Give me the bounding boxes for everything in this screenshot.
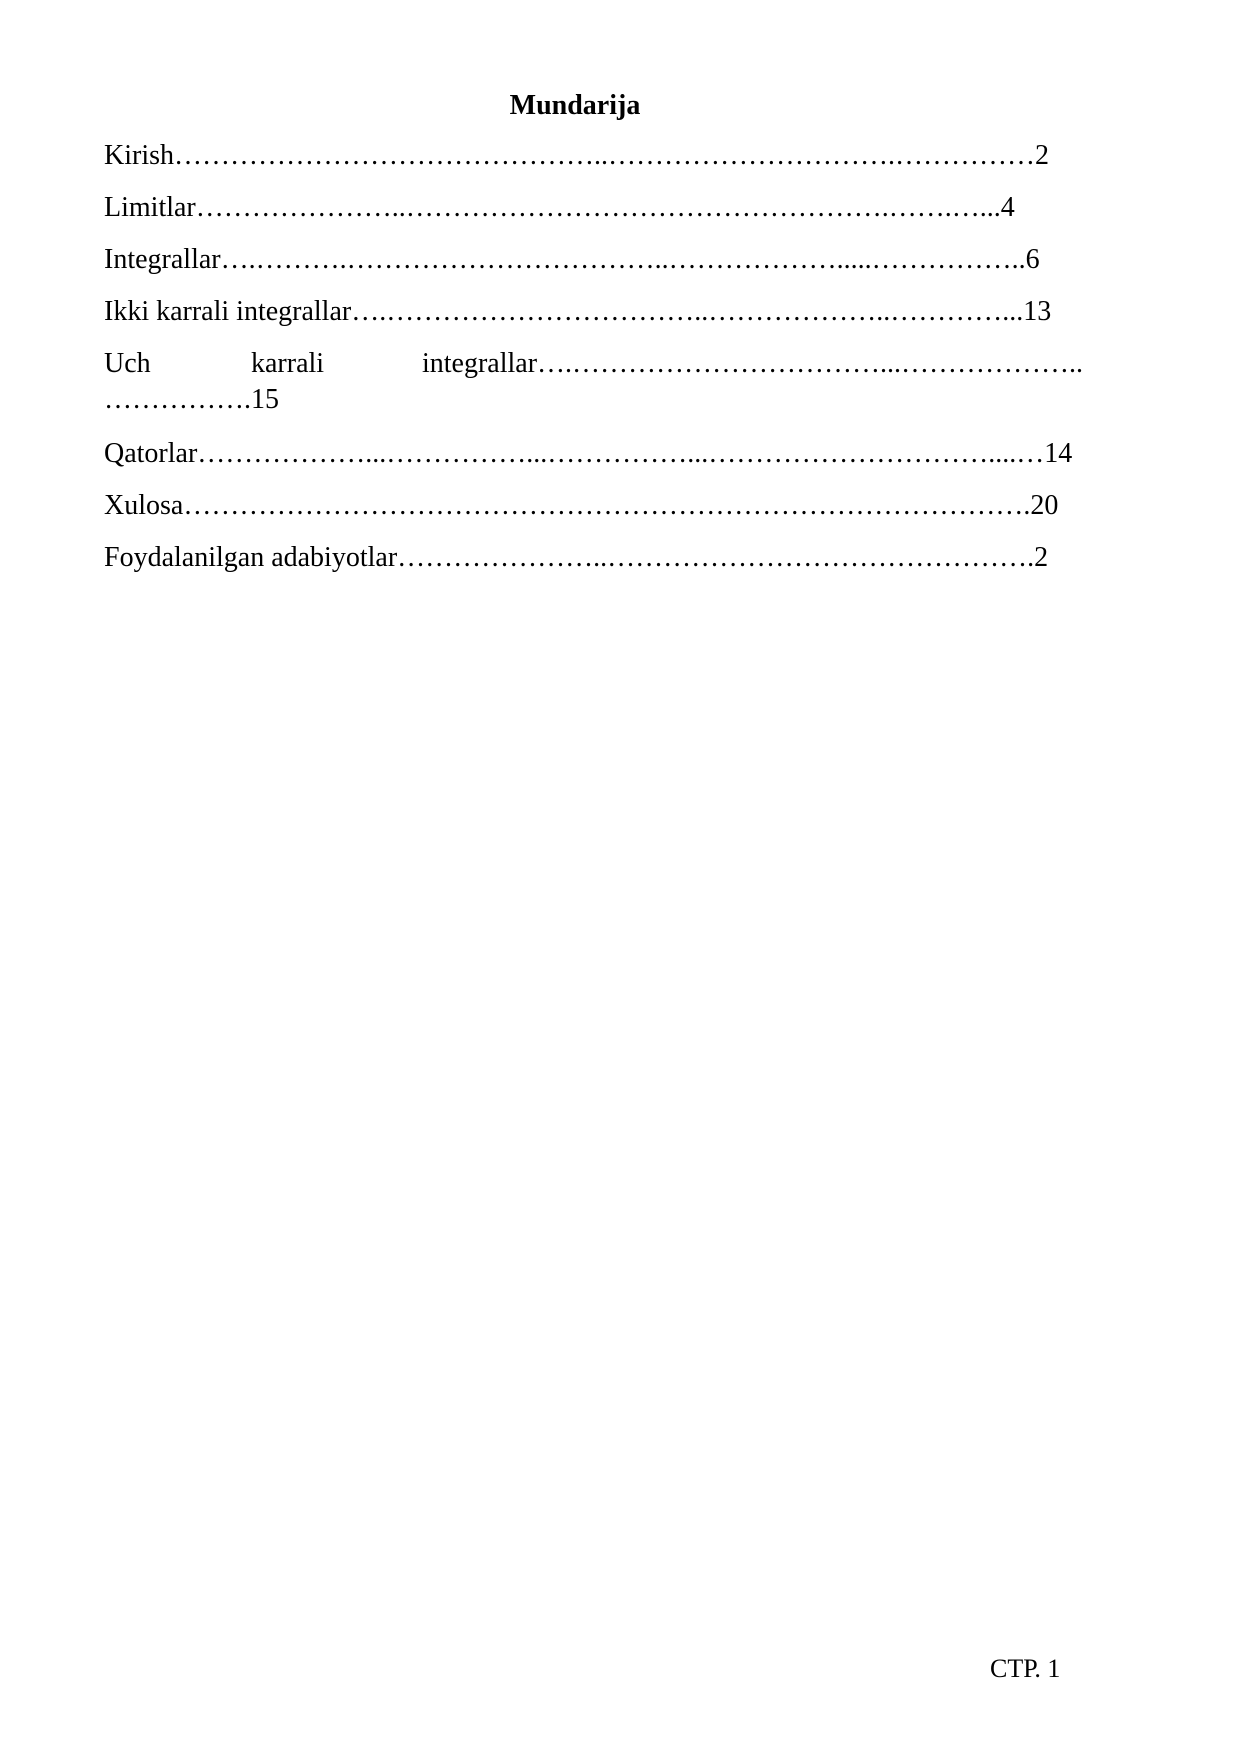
toc-word: integrallar….……………………………...……………….. (422, 348, 1084, 379)
toc-entry-qatorlar: Qatorlar………………...……………...……………...…………………………....…14 (104, 438, 1073, 469)
toc-entry-continuation: …………….15 (104, 384, 279, 415)
page-number: СТР. 1 (990, 1654, 1061, 1683)
toc-entry-ikki-karrali-integrallar: Ikki karrali integrallar….……………………………..………………..…………...13 (104, 296, 1052, 327)
toc-entry-xulosa: Xulosa……………………………………………………………………………….20 (104, 490, 1059, 521)
toc-entry-foydalanilgan-adabiyotlar: Foydalanilgan adabiyotlar…………………..……………………………………….2 (104, 542, 1049, 573)
toc-entry-integrallar: Integrallar….……….……………………………..……………….....……………..6 (104, 244, 1040, 275)
toc-word: Uch (104, 348, 151, 379)
toc-entry-limitlar: Limitlar…………………..…………………………………………….…….…...4 (104, 192, 1015, 223)
page-title: Mundarija (509, 90, 641, 121)
toc-word: karrali (251, 348, 325, 379)
toc-entry-kirish: Kirish………………………………………..………………………….……………2 (104, 140, 1049, 171)
